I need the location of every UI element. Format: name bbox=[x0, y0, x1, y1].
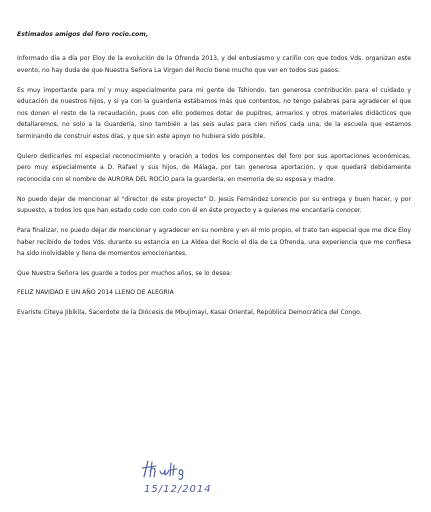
signer-line: Evariste Citeya Jibikila, Sacerdote de la Diócesis de Mbujimayi, Kasai Oriental, República Democrática del Congo. bbox=[17, 308, 362, 316]
handwritten-signature bbox=[140, 458, 220, 480]
handwritten-date: 15/12/2014 bbox=[144, 484, 212, 495]
paragraph-1: Informado día a día por Eloy de la evolución de la Ofrenda 2013, y del entusiasmo y cariño con que todos Vds. organizan este evento, no hay duda de que Nuestra Señora La Virgen del Rocío tiene mucho que ver en todos sus pasos. bbox=[17, 55, 411, 74]
paragraph-3: Quiero dedicarles mi especial reconocimiento y oración a todos los componentes del foro por sus aportaciones económicas, pero muy especialmente a D. Rafael y sus hijos, de Málaga, por tan generosa aportación, y que quedará debidamente reconocida con el nombre de AURORA DEL ROCÍO para la guardería, en memoria de su esposa y madre. bbox=[17, 152, 411, 183]
closing-wish: FELIZ NAVIDAD E UN AÑO 2014 LLENO DE ALEGRIA bbox=[17, 288, 174, 296]
letter-greeting: Estimados amigos del foro rocio.com, bbox=[17, 31, 149, 38]
paragraph-4: No puedo dejar de mencionar al "director de este proyecto" D. Jesús Fernández Lorencio por su entrega y buen hacer, y por supuesto, a todos los que han estado codo con codo con él en éste proyecto y a quienes me encantaría conocer. bbox=[17, 195, 411, 214]
paragraph-6: Que Nuestra Señora les guarde a todos por muchos años, se lo desea: bbox=[17, 270, 232, 277]
paragraph-5: Para finalizar, no puedo dejar de mencionar y agradecer en su nombre y en el mío propio, el trato tan especial que me dice Eloy haber recibido de todos Vds. durante su estancia en La Aldea del Rocío el día de La Ofrenda, una experiencia que me confiesa ha sido inolvidable y llena de momentos emocionantes. bbox=[17, 227, 411, 257]
paragraph-2: Es muy importante para mí y muy especialmente para mi gente de Tshiondo, tan generosa contribución para el cuidado y educación de nuestros hijos, y si ya con la guardería estábamos más que contentos, no tengo palabras para agradecer el que nos donen el resto de la recaudación, pues con ello podemos dotar de pupitres, armarios y otros materiales didácticos que detallaremos, no solo a la Guardería, sino también a las seis aulas para cien niños cada una, de la escuela que estamos terminando de construir estos días, y que sin este apoyo no hubiera sido posible. bbox=[17, 86, 411, 140]
